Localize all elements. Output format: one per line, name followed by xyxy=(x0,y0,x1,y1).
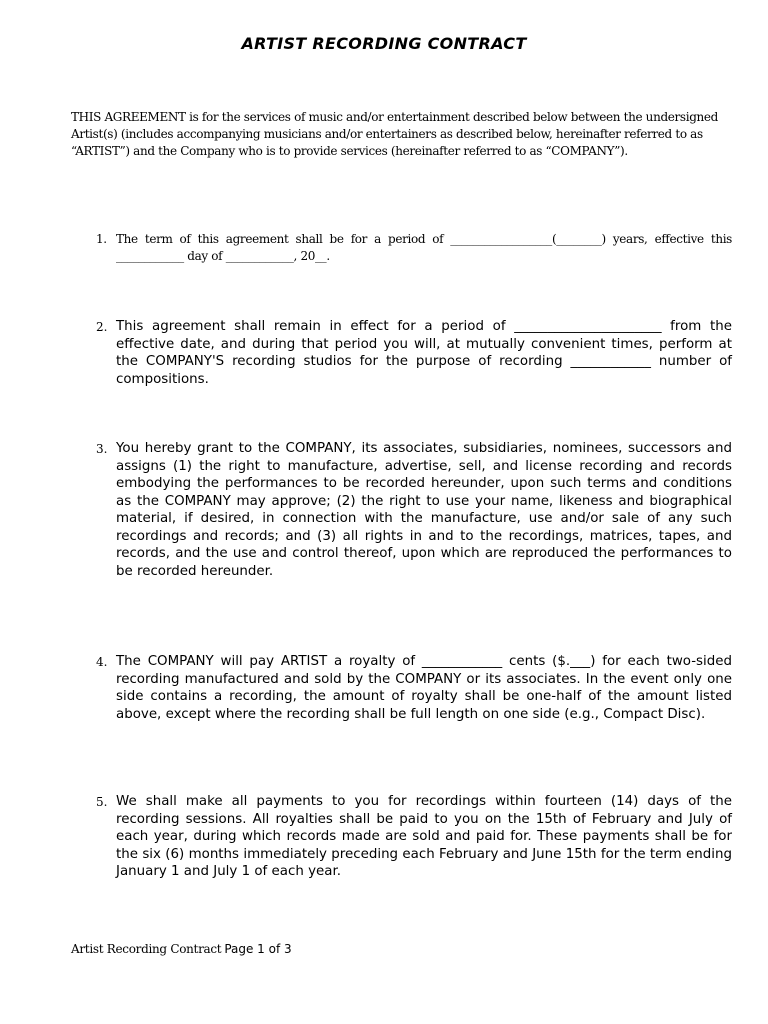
clause-1 xyxy=(96,231,732,265)
clause-number: 2. xyxy=(96,320,108,334)
clause-number: 1. xyxy=(96,232,107,246)
clause-4 xyxy=(96,653,732,723)
intro-paragraph: THIS AGREEMENT is for the services of music and/or entertainment described below between the undersigned Artist(s) (includes accompanying musicians and/or entertainers as described below, hereinafter referred to as “ARTIST”) and the Company who is to provide services (hereinafter referred to as “COMPANY”). xyxy=(71,110,719,158)
clause-2 xyxy=(96,318,732,388)
clause-text: You hereby grant to the COMPANY, its associates, subsidiaries, nominees, successors and assigns (1) the right to manufacture, advertise, sell, and license recording and records embodying the performances to be recorded hereunder, upon such terms and conditions as the COMPANY may approve; (2) the right to use your name, likeness and biographical material, if desired, in connection with the manufacture, use and/or sale of any such recordings and records; and (3) all rights in and to the recordings, matrices, tapes, and records, and the use and control thereof, upon which are reproduced the performances to be recorded hereunder. xyxy=(116,441,732,579)
clause-text: This agreement shall remain in effect for a period of ______________________ from the effective date, and during that period you will, at mutually convenient times, perform at the COMPANY'S recording studios for the purpose of recording ____________ number of compositions. xyxy=(116,319,732,387)
clause-number: 4. xyxy=(96,655,108,669)
footer-page-number: Page 1 of 3 xyxy=(224,942,292,956)
clause-3 xyxy=(96,440,732,580)
clause-5 xyxy=(96,793,732,881)
clause-text: The COMPANY will pay ARTIST a royalty of ____________ cents ($.___) for each two-sided recording manufactured and sold by the COMPANY or its associates. In the event only one side contains a recording, the amount of royalty shall be one-half of the amount listed above, except where the recording shall be full length on one side (e.g., Compact Disc). xyxy=(116,654,732,722)
footer-document-name: Artist Recording Contract xyxy=(71,942,222,956)
clause-text: We shall make all payments to you for recordings within fourteen (14) days of the recording sessions. All royalties shall be paid to you on the 15th of February and July of each year, during which records made are sold and paid for. These payments shall be for the six (6) months immediately preceding each February and June 15th for the term ending January 1 and July 1 of each year. xyxy=(116,794,732,879)
page-footer xyxy=(71,942,292,957)
clause-number: 5. xyxy=(96,795,108,809)
clause-number: 3. xyxy=(96,442,108,456)
clause-text: The term of this agreement shall be for a period of __________________(________) years, effective this ____________ day of ____________, 20__. xyxy=(116,232,732,263)
document-title: ARTIST RECORDING CONTRACT xyxy=(241,34,527,53)
